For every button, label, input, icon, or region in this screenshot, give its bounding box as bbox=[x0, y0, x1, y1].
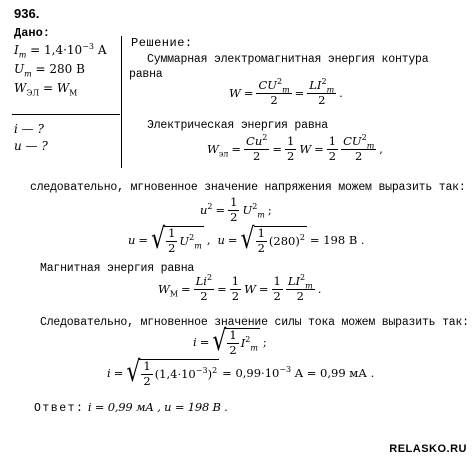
i-result-exp: −3 bbox=[279, 365, 292, 375]
given-um-sub: m bbox=[24, 69, 32, 79]
answer-label: Ответ: bbox=[34, 402, 85, 415]
formula-u-squared: $u^2$ = $\frac{1}{2}$ $U^2_m$ ; bbox=[200, 195, 272, 224]
given-w-sub: ЭЛ bbox=[26, 88, 40, 98]
given-im-exp: −3 bbox=[82, 42, 94, 51]
solution-p1-cont: равна bbox=[129, 68, 163, 81]
given-um-value: = 280 B bbox=[31, 62, 85, 76]
solution-p2: Электрическая энергия равна bbox=[147, 119, 328, 132]
solution-p5: Следовательно, мгновенное значение силы тока можем выразить так: bbox=[40, 316, 469, 329]
formula-electric-energy: $W_{эл}$ = $\frac{Cu^2}{2}$ = $\frac{1}{2}$ W = $\frac{1}{2}$ $\frac{CU^2_m}{2}$ , bbox=[207, 133, 383, 163]
given-um-symbol: U bbox=[14, 62, 25, 76]
formula-i-value: i = √ $\frac{1}{2}$ $(1,4\cdot 10^{-3})^2$ = $0,99\cdot 10^{-3}$ A = 0,99 мА . bbox=[107, 356, 375, 389]
formula-i-expr: i = √ $\frac{1}{2}$ $I^2_m$ ; bbox=[193, 325, 267, 358]
given-im-unit: A bbox=[94, 43, 107, 57]
find-i: i — ? bbox=[14, 122, 44, 136]
given-w-symbol2: W bbox=[56, 81, 70, 95]
given-im-value: = 1,4·10 bbox=[26, 43, 83, 57]
u-result: = 198 B . bbox=[309, 233, 365, 247]
answer-text: i = 0,99 мА , u = 198 B . bbox=[84, 400, 228, 414]
given-w-symbol: W bbox=[14, 81, 27, 95]
given-title: Дано: bbox=[14, 26, 51, 40]
given-w bbox=[14, 81, 78, 98]
watermark-logo: RELASKO.RU bbox=[389, 443, 467, 455]
given-um bbox=[14, 62, 85, 79]
solution-p1: Суммарная электромагнитная энергия контура bbox=[147, 53, 429, 66]
solution-p3: следовательно, мгновенное значение напряжения можем выразить так: bbox=[30, 181, 466, 194]
answer-line bbox=[34, 402, 228, 415]
formula-u-value: u = √ $\frac{1}{2}$ $U^2_m$ , u = √ $\frac{1}{2}$ $(280)^2$ = 198 B . bbox=[128, 223, 365, 256]
given-divider bbox=[12, 114, 120, 115]
problem-number: 936. bbox=[14, 6, 40, 21]
solution-p4: Магнитная энергия равна bbox=[40, 262, 195, 275]
i-result: = 0,99·10 bbox=[222, 366, 280, 380]
given-im-sub: m bbox=[18, 50, 27, 60]
find-u: u — ? bbox=[14, 139, 48, 153]
formula-magnetic-energy: $W_М$ = $\frac{Li^2}{2}$ = $\frac{1}{2}$ W = $\frac{1}{2}$ $\frac{LI^2_m}{2}$ . bbox=[158, 273, 322, 303]
given-vertical-divider bbox=[121, 36, 122, 168]
given-w-eq: = bbox=[39, 81, 57, 95]
formula-total-energy: W = $\frac{CU^2_m}{2}$ = $\frac{LI^2_m}{2}$ . bbox=[229, 77, 343, 107]
given-im-symbol: I bbox=[14, 43, 19, 57]
given-w-sub2: M bbox=[69, 88, 78, 98]
given-im bbox=[14, 42, 107, 60]
solution-title: Решение: bbox=[131, 36, 193, 50]
i-result-tail: A = 0,99 мА . bbox=[291, 366, 375, 380]
